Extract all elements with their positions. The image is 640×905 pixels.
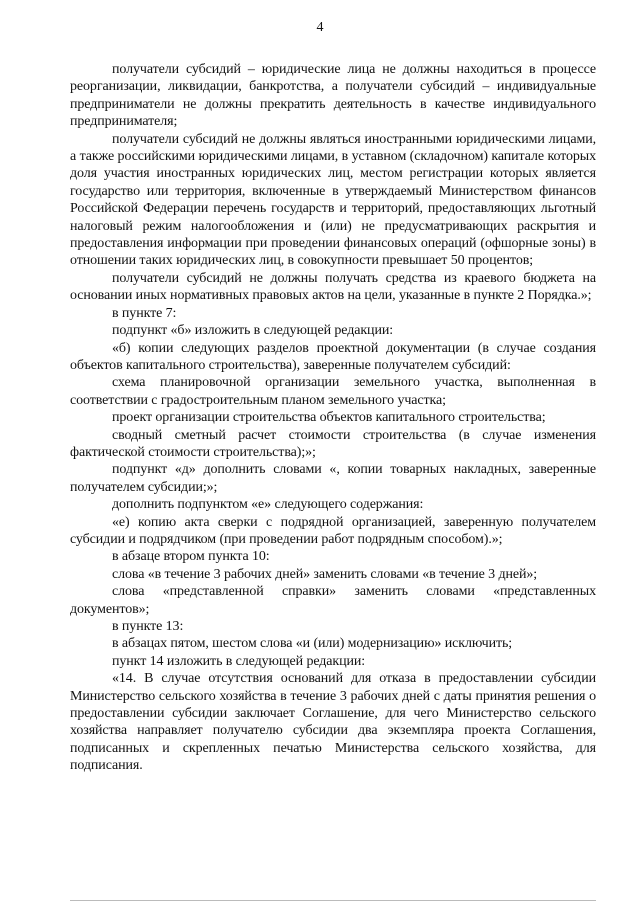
paragraph-subitem-d: подпункт «д» дополнить словами «, копии товарных накладных, заверенные получателем субсидии;»;: [70, 462, 596, 495]
paragraph-item-7: в пункте 7:: [112, 305, 177, 321]
paragraph-item-13: в пункте 13:: [112, 619, 184, 634]
paragraph-documents: слова «представленной справки» заменить словами «представленных документов»;: [70, 584, 596, 617]
paragraph-item-10: в абзаце втором пункта 10:: [112, 549, 270, 565]
paragraph-foreign-entities: получатели субсидий не должны являться иностранными юридическими лицами, а также российскими юридическими лицами, в уставном (складочном) капитале которых доля участия иностранных юридических лиц, местом регистрации которых является государство или территория, включенные в утверждаемый Министерством финансов Российской Федерации перечень государств и территорий, предоставляющих льготный налоговый режим налогообложения и (или) не предусматривающих раскрытия и предоставления информации при проведении финансовых операций (офшорные зоны) в отношении таких юридических лиц, в совокупности превышает 50 процентов;: [70, 131, 596, 269]
paragraph-construction-project: проект организации строительства объектов капитального строительства;: [112, 410, 546, 426]
document-body: [70, 61, 596, 775]
paragraph-item-14: «14. В случае отсутствия оснований для отказа в предоставлении субсидии Министерство сельского хозяйства в течение 3 рабочих дней с даты принятия решения о предоставлении субсидии заключает Соглашение, для чего Министерство сельского хозяйства направляет получателю субсидии два экземпляра проекта Соглашения, подписанных и скрепленных печатью Министерства сельского хозяйства, для подписания.: [70, 671, 596, 774]
paragraph-subitem-b-header: подпункт «б» изложить в следующей редакции:: [112, 323, 394, 339]
paragraph-cost-estimate: сводный сметный расчет стоимости строительства (в случае изменения фактической стоимости строительства);»;: [70, 427, 596, 460]
paragraph-reorganization: получатели субсидий – юридические лица не должны находиться в процессе реорганизации, ликвидации, банкротства, а получатели субсидий – индивидуальные предприниматели не должны прекратить деятельность в качестве индивидуального предпринимателя;: [70, 62, 596, 130]
paragraph-subitem-e: «е) копию акта сверки с подрядной организацией, заверенную получателем субсидии и подрядчиком (при проведении работ подрядным способом).»;: [70, 514, 596, 547]
paragraph-item-14-header: пункт 14 изложить в следующей редакции:: [112, 653, 366, 669]
bottom-edge-rule: [70, 900, 596, 903]
paragraph-budget-funds: получатели субсидий не должны получать средства из краевого бюджета на основании иных нормативных правовых актов на цели, указанные в пункте 2 Порядка.»;: [70, 270, 596, 304]
paragraph-modernization: в абзацах пятом, шестом слова «и (или) модернизацию» исключить;: [112, 636, 513, 652]
paragraph-land-plan: схема планировочной организации земельного участка, выполненная в соответствии с градостроительным планом земельного участка;: [70, 375, 596, 408]
paragraph-three-days: слова «в течение 3 рабочих дней» заменить словами «в течение 3 дней»;: [112, 566, 538, 582]
paragraph-subitem-b: «б) копии следующих разделов проектной документации (в случае создания объектов капитального строительства), заверенные получателем субсидий:: [70, 340, 596, 373]
page-number: 4: [316, 20, 324, 35]
paragraph-add-subitem-e: дополнить подпунктом «е» следующего содержания:: [112, 497, 424, 513]
